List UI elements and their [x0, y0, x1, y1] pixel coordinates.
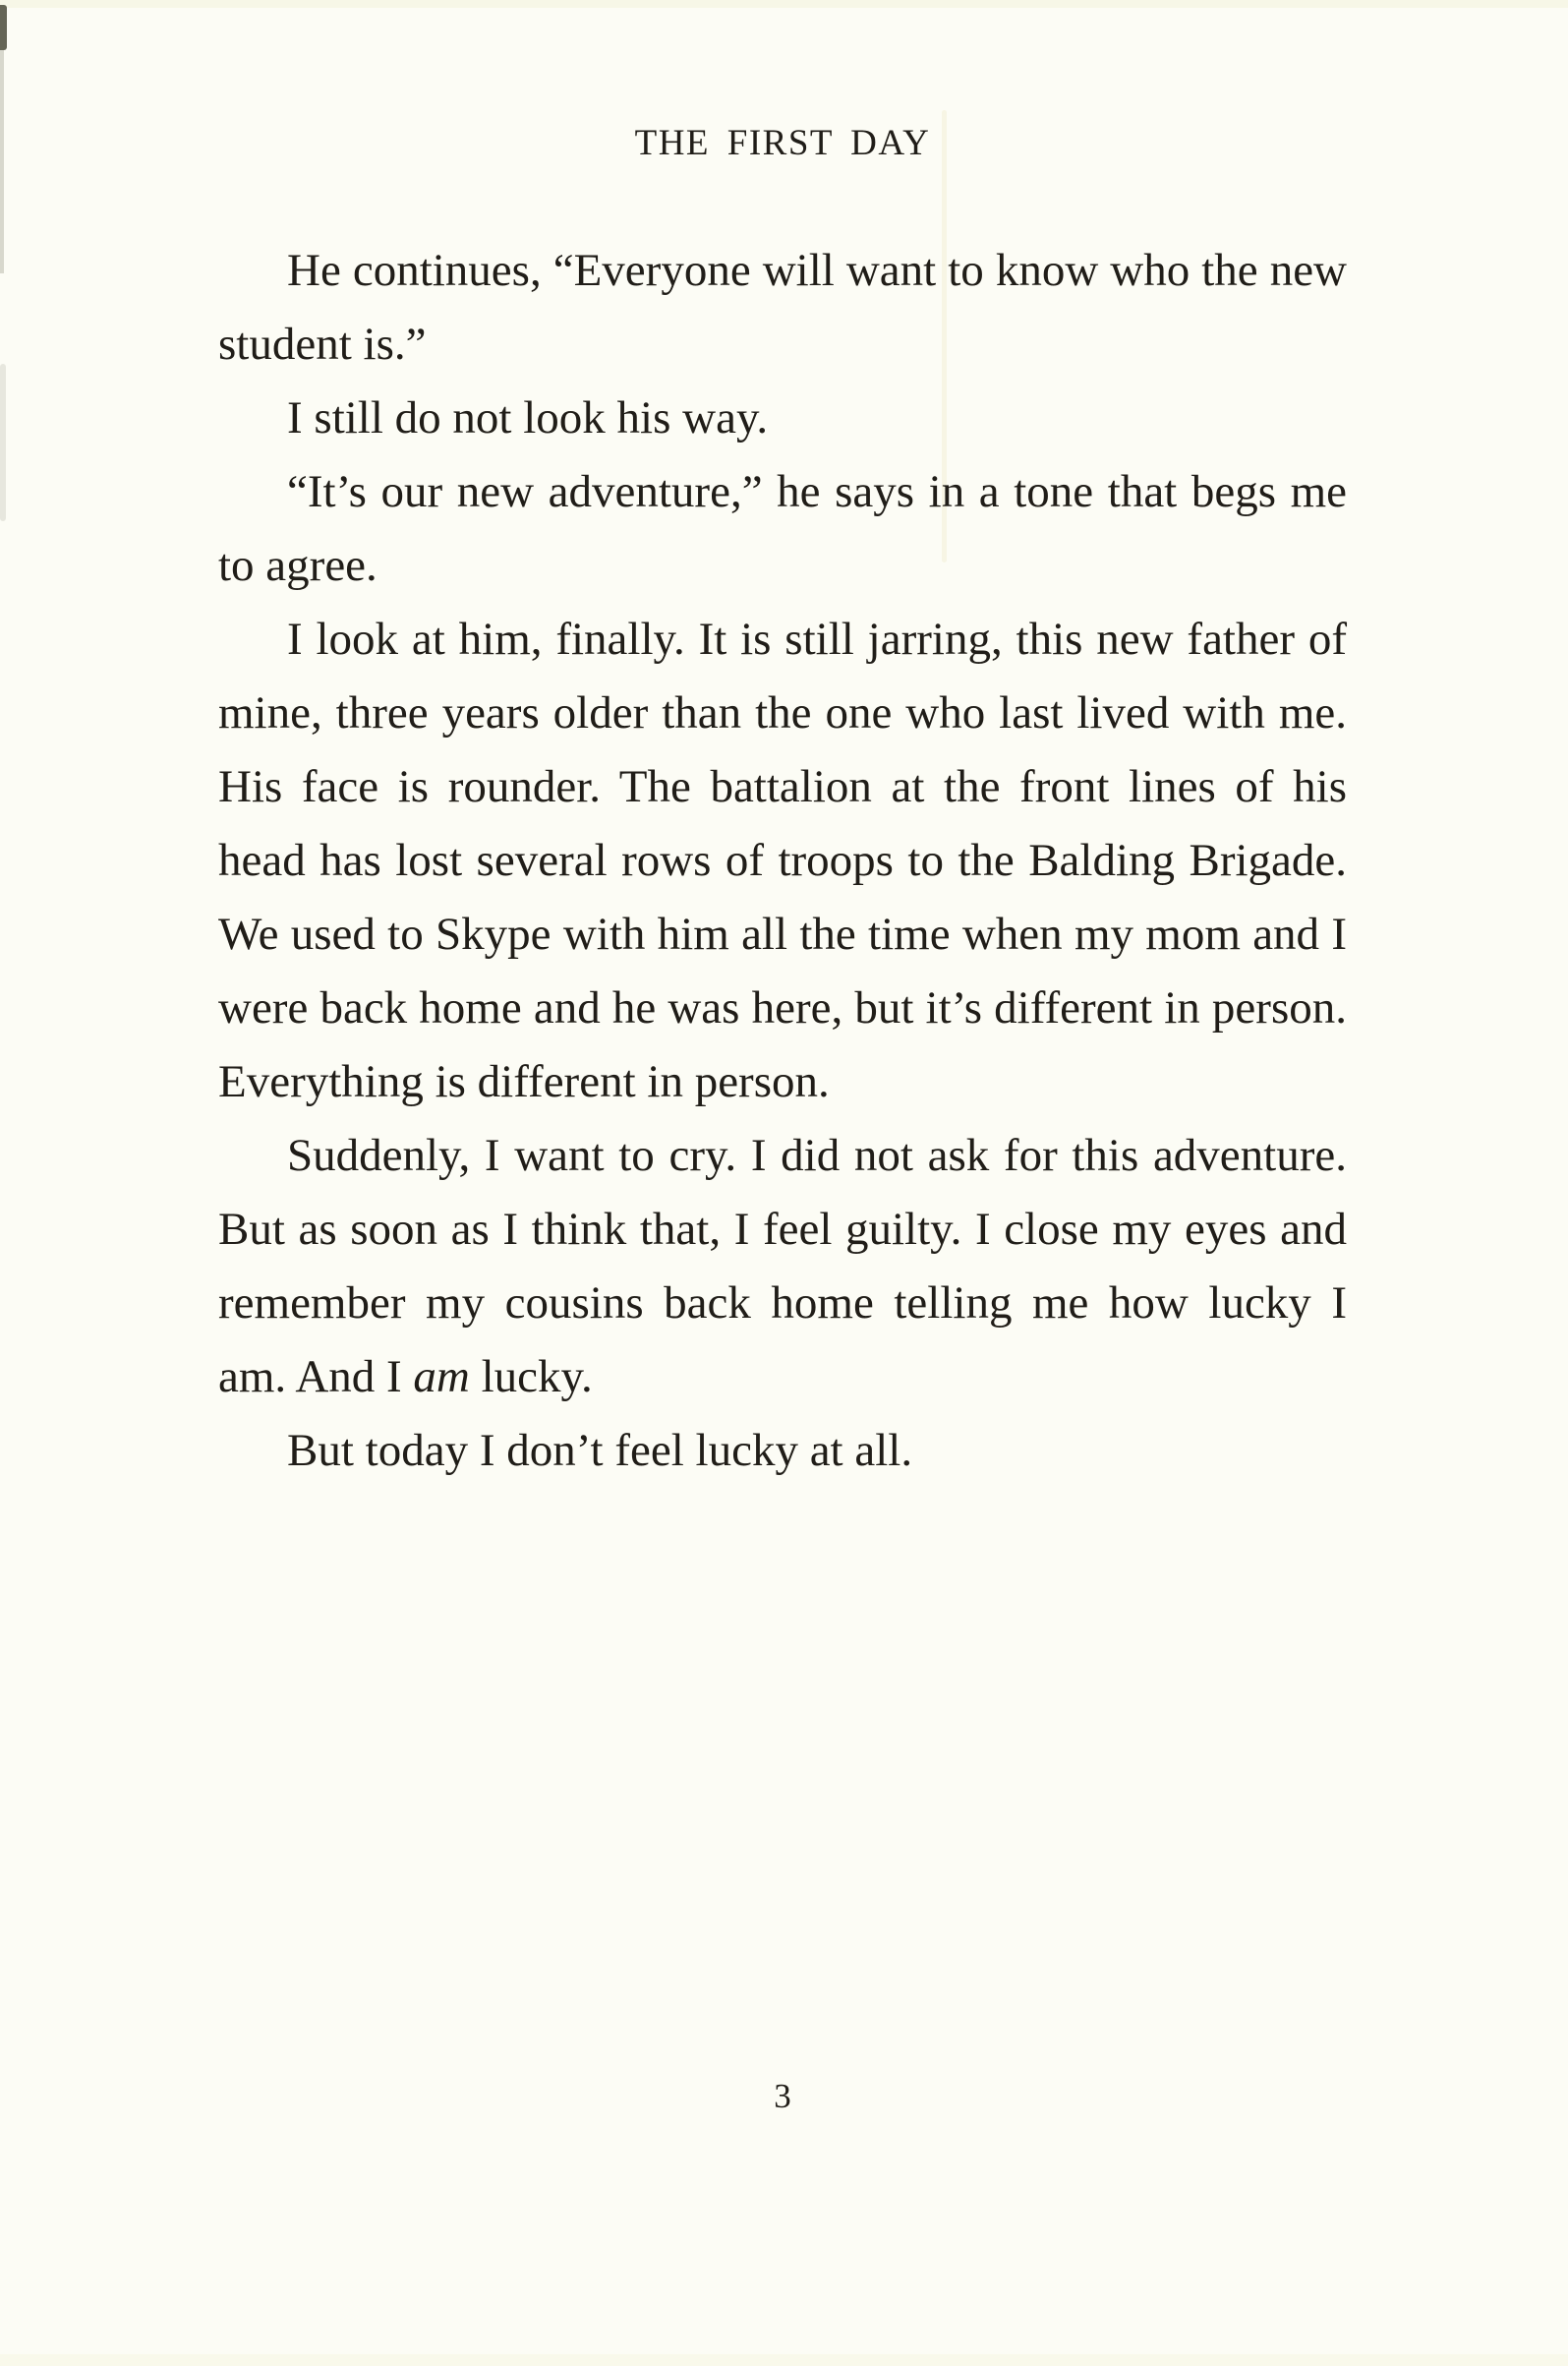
- scan-edge-smudge: [0, 364, 6, 521]
- text-run: lucky.: [469, 1351, 593, 1402]
- text-run: Suddenly, I want to cry. I did not ask for this adventure. But as soon as I think that, I feel guilty. I close my eyes and remember my cousins back home telling me how lucky I am. And I: [218, 1130, 1347, 1402]
- text-run: “It’s our new adventure,” he says in a tone that begs me to agree.: [218, 466, 1347, 591]
- paragraph: [218, 1119, 1347, 1414]
- body-paragraphs: [218, 234, 1347, 1488]
- scan-bottom-edge-tint: [0, 2354, 1568, 2366]
- italic-text-run: am: [413, 1351, 470, 1402]
- text-run: He continues, “Everyone will want to know who the new student is.”: [218, 245, 1347, 370]
- paragraph: [218, 1414, 1347, 1488]
- scan-top-edge-tint: [0, 0, 1568, 8]
- page-number: 3: [774, 2077, 791, 2115]
- paragraph: [218, 382, 1347, 455]
- text-run: But today I don’t feel lucky at all.: [287, 1425, 913, 1476]
- scan-edge-artifact-faint: [0, 47, 4, 273]
- scan-edge-artifact: [0, 5, 7, 50]
- text-run: I still do not look his way.: [287, 392, 769, 444]
- chapter-running-header: THE FIRST DAY: [634, 123, 931, 163]
- paragraph: [218, 455, 1347, 603]
- text-run: I look at him, finally. It is still jarring, this new father of mine, three years older than the one who last lived with me. His face is rounder. The battalion at the front lines of his head has lost several rows of troops to the Balding Brigade. We used to Skype with him all the time when my mom and I were back home and he was here, but it’s different in person. Everything is different in person.: [218, 614, 1347, 1107]
- paragraph: [218, 234, 1347, 382]
- paragraph: [218, 603, 1347, 1119]
